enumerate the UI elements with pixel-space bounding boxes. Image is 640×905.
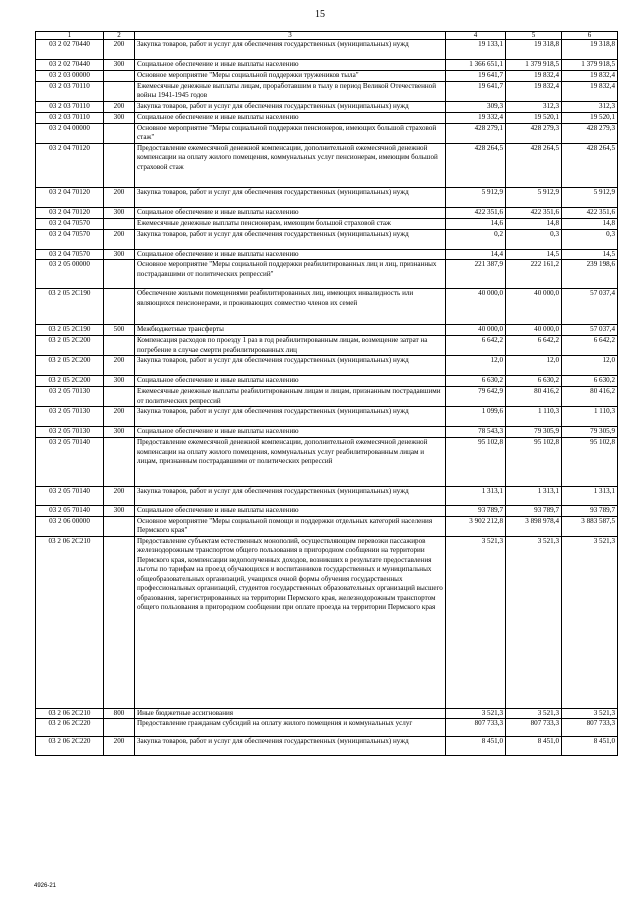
value-2021-cell: 428 279,1 bbox=[446, 123, 506, 143]
value-2023-cell: 12,0 bbox=[562, 356, 618, 376]
value-2022-cell: 3 898 978,4 bbox=[506, 516, 562, 536]
name-cell: Ежемесячные денежные выплаты лицам, проработавшим в тылу в период Великой Отечественной войны 1941-1945 годов bbox=[135, 81, 446, 101]
type-cell: 200 bbox=[104, 229, 135, 249]
value-2022-cell: 6 630,2 bbox=[506, 376, 562, 387]
code-cell: 03 2 05 70130 bbox=[36, 387, 104, 407]
code-cell: 03 2 05 00000 bbox=[36, 260, 104, 289]
value-2023-cell: 807 733,3 bbox=[562, 719, 618, 737]
table-row bbox=[36, 112, 618, 123]
table-row bbox=[36, 516, 618, 536]
value-2022-cell: 95 102,8 bbox=[506, 438, 562, 487]
type-cell: 300 bbox=[104, 376, 135, 387]
name-cell: Закупка товаров, работ и услуг для обеспечения государственных (муниципальных) нужд bbox=[135, 40, 446, 60]
value-2023-cell: 14,8 bbox=[562, 218, 618, 229]
type-cell: 200 bbox=[104, 487, 135, 506]
name-cell: Обеспечение жилыми помещениями реабилитированных лиц, имеющих инвалидность или являющихся пенсионерами, и проживающих совместно членов их семей bbox=[135, 289, 446, 325]
value-2021-cell: 93 789,7 bbox=[446, 506, 506, 517]
value-2021-cell: 428 264,5 bbox=[446, 143, 506, 187]
name-cell: Основное мероприятие "Меры социальной поддержки тружеников тыла" bbox=[135, 70, 446, 81]
code-cell: 03 2 05 2C190 bbox=[36, 325, 104, 336]
table-row bbox=[36, 325, 618, 336]
value-2022-cell: 5 912,9 bbox=[506, 187, 562, 207]
code-cell: 03 2 05 2C200 bbox=[36, 336, 104, 356]
type-cell: 200 bbox=[104, 40, 135, 60]
type-cell: 500 bbox=[104, 325, 135, 336]
value-2022-cell: 3 521,3 bbox=[506, 708, 562, 719]
value-2022-cell: 14,5 bbox=[506, 249, 562, 260]
name-cell: Социальное обеспечение и иные выплаты населению bbox=[135, 112, 446, 123]
table-row bbox=[36, 506, 618, 517]
value-2023-cell: 0,3 bbox=[562, 229, 618, 249]
table-row bbox=[36, 708, 618, 719]
value-2023-cell: 428 279,3 bbox=[562, 123, 618, 143]
value-2022-cell: 6 642,2 bbox=[506, 336, 562, 356]
code-cell: 03 2 05 70140 bbox=[36, 487, 104, 506]
value-2021-cell: 19 332,4 bbox=[446, 112, 506, 123]
value-2023-cell: 422 351,6 bbox=[562, 207, 618, 218]
name-cell: Предоставление гражданам субсидий на оплату жилого помещения и коммунальных услуг bbox=[135, 719, 446, 737]
value-2021-cell: 3 521,3 bbox=[446, 708, 506, 719]
value-2022-cell: 428 264,5 bbox=[506, 143, 562, 187]
value-2021-cell: 3 521,3 bbox=[446, 536, 506, 708]
value-2021-cell: 6 642,2 bbox=[446, 336, 506, 356]
code-cell: 03 2 05 70130 bbox=[36, 407, 104, 427]
name-cell: Предоставление субъектам естественных монополий, осуществляющим перевозки пассажиров железнодорожным транспортом общего пользования в пригородном сообщении на территории Пермского края, компенсации недополученных доходов, возникших в результате предоставления льготы по тарифам на проезд обучающихся и воспитанников государственных и муниципальных общеобразовательных организаций, учащихся очной формы обучения государственных профессиональных организаций, студентов государственных образовательных организаций высшего образования, зарегистрированных на территории Пермского края, железнодорожным транспортом общего пользования в пригородном сообщении при оплате проезда на территории Пермского края bbox=[135, 536, 446, 708]
code-cell: 03 2 05 70130 bbox=[36, 427, 104, 438]
value-2023-cell: 19 832,4 bbox=[562, 70, 618, 81]
value-2023-cell: 19 520,1 bbox=[562, 112, 618, 123]
name-cell: Межбюджетные трансферты bbox=[135, 325, 446, 336]
code-cell: 03 2 03 70110 bbox=[36, 81, 104, 101]
name-cell: Социальное обеспечение и иные выплаты населению bbox=[135, 249, 446, 260]
value-2021-cell: 422 351,6 bbox=[446, 207, 506, 218]
type-cell: 300 bbox=[104, 506, 135, 517]
value-2023-cell: 95 102,8 bbox=[562, 438, 618, 487]
value-2021-cell: 95 102,8 bbox=[446, 438, 506, 487]
value-2023-cell: 5 912,9 bbox=[562, 187, 618, 207]
code-cell: 03 2 03 70110 bbox=[36, 101, 104, 112]
value-2021-cell: 79 642,9 bbox=[446, 387, 506, 407]
code-cell: 03 2 05 2C200 bbox=[36, 356, 104, 376]
type-cell bbox=[104, 438, 135, 487]
value-2023-cell: 57 037,4 bbox=[562, 325, 618, 336]
table-row bbox=[36, 387, 618, 407]
value-2021-cell: 309,3 bbox=[446, 101, 506, 112]
name-cell: Ежемесячные денежные выплаты реабилитированным лицам и лицам, признанным пострадавшими от политических репрессий bbox=[135, 387, 446, 407]
code-cell: 03 2 04 70570 bbox=[36, 249, 104, 260]
value-2022-cell: 19 318,8 bbox=[506, 40, 562, 60]
code-cell: 03 2 04 00000 bbox=[36, 123, 104, 143]
type-cell: 300 bbox=[104, 207, 135, 218]
value-2022-cell: 1 379 918,5 bbox=[506, 60, 562, 71]
value-2021-cell: 19 641,7 bbox=[446, 81, 506, 101]
value-2023-cell: 19 832,4 bbox=[562, 81, 618, 101]
name-cell: Социальное обеспечение и иные выплаты населению bbox=[135, 506, 446, 517]
code-cell: 03 2 04 70570 bbox=[36, 229, 104, 249]
value-2023-cell: 8 451,0 bbox=[562, 737, 618, 756]
type-cell: 200 bbox=[104, 356, 135, 376]
name-cell: Закупка товаров, работ и услуг для обеспечения государственных (муниципальных) нужд bbox=[135, 356, 446, 376]
value-2023-cell: 1 110,3 bbox=[562, 407, 618, 427]
value-2023-cell: 3 883 587,5 bbox=[562, 516, 618, 536]
value-2023-cell: 6 630,2 bbox=[562, 376, 618, 387]
value-2021-cell: 1 099,6 bbox=[446, 407, 506, 427]
value-2023-cell: 79 305,9 bbox=[562, 427, 618, 438]
table-row bbox=[36, 187, 618, 207]
value-2022-cell: 19 832,4 bbox=[506, 81, 562, 101]
table-row bbox=[36, 207, 618, 218]
type-cell bbox=[104, 289, 135, 325]
value-2021-cell: 40 000,0 bbox=[446, 325, 506, 336]
value-2022-cell: 8 451,0 bbox=[506, 737, 562, 756]
value-2023-cell: 239 198,6 bbox=[562, 260, 618, 289]
value-2022-cell: 222 161,2 bbox=[506, 260, 562, 289]
value-2022-cell: 312,3 bbox=[506, 101, 562, 112]
value-2022-cell: 93 789,7 bbox=[506, 506, 562, 517]
value-2023-cell: 1 379 918,5 bbox=[562, 60, 618, 71]
name-cell: Социальное обеспечение и иные выплаты населению bbox=[135, 207, 446, 218]
type-cell bbox=[104, 218, 135, 229]
value-2023-cell: 93 789,7 bbox=[562, 506, 618, 517]
type-cell: 300 bbox=[104, 60, 135, 71]
value-2022-cell: 19 832,4 bbox=[506, 70, 562, 81]
value-2022-cell: 0,3 bbox=[506, 229, 562, 249]
code-cell: 03 2 02 70440 bbox=[36, 60, 104, 71]
type-cell bbox=[104, 143, 135, 187]
code-cell: 03 2 04 70120 bbox=[36, 207, 104, 218]
table-row bbox=[36, 40, 618, 60]
type-cell bbox=[104, 719, 135, 737]
value-2021-cell: 78 543,3 bbox=[446, 427, 506, 438]
value-2023-cell: 3 521,3 bbox=[562, 708, 618, 719]
header-cell: 6 bbox=[562, 32, 618, 40]
name-cell: Основное мероприятие "Меры социальной помощи и поддержки отдельных категорий населения Пермского края" bbox=[135, 516, 446, 536]
table-row bbox=[36, 60, 618, 71]
name-cell: Закупка товаров, работ и услуг для обеспечения государственных (муниципальных) нужд bbox=[135, 101, 446, 112]
table-row bbox=[36, 536, 618, 708]
type-cell bbox=[104, 516, 135, 536]
code-cell: 03 2 02 70440 bbox=[36, 40, 104, 60]
table-row bbox=[36, 70, 618, 81]
table-row bbox=[36, 81, 618, 101]
type-cell bbox=[104, 70, 135, 81]
header-cell: 4 bbox=[446, 32, 506, 40]
code-cell: 03 2 04 70120 bbox=[36, 143, 104, 187]
name-cell: Закупка товаров, работ и услуг для обеспечения государственных (муниципальных) нужд bbox=[135, 229, 446, 249]
code-cell: 03 2 05 2C200 bbox=[36, 376, 104, 387]
type-cell: 200 bbox=[104, 187, 135, 207]
type-cell: 800 bbox=[104, 708, 135, 719]
table-row bbox=[36, 218, 618, 229]
table-row bbox=[36, 336, 618, 356]
code-cell: 03 2 04 70570 bbox=[36, 218, 104, 229]
table-row bbox=[36, 229, 618, 249]
value-2021-cell: 5 912,9 bbox=[446, 187, 506, 207]
name-cell: Иные бюджетные ассигнования bbox=[135, 708, 446, 719]
value-2022-cell: 3 521,3 bbox=[506, 536, 562, 708]
type-cell: 200 bbox=[104, 737, 135, 756]
value-2023-cell: 1 313,1 bbox=[562, 487, 618, 506]
value-2021-cell: 6 630,2 bbox=[446, 376, 506, 387]
table-header-row bbox=[36, 32, 618, 40]
table-row bbox=[36, 143, 618, 187]
header-cell: 2 bbox=[104, 32, 135, 40]
footer-code: 4926-21 bbox=[34, 883, 57, 889]
value-2023-cell: 14,5 bbox=[562, 249, 618, 260]
type-cell: 200 bbox=[104, 101, 135, 112]
type-cell: 300 bbox=[104, 249, 135, 260]
value-2022-cell: 807 733,3 bbox=[506, 719, 562, 737]
name-cell: Закупка товаров, работ и услуг для обеспечения государственных (муниципальных) нужд bbox=[135, 187, 446, 207]
type-cell bbox=[104, 81, 135, 101]
value-2023-cell: 6 642,2 bbox=[562, 336, 618, 356]
table-row bbox=[36, 407, 618, 427]
name-cell: Закупка товаров, работ и услуг для обеспечения государственных (муниципальных) нужд bbox=[135, 487, 446, 506]
value-2021-cell: 0,2 bbox=[446, 229, 506, 249]
name-cell: Предоставление ежемесячной денежной компенсации, дополнительной ежемесячной денежной компенсации на оплату жилого помещения, коммунальных услуг пенсионерам, имеющим большой страховой стаж bbox=[135, 143, 446, 187]
value-2021-cell: 19 641,7 bbox=[446, 70, 506, 81]
value-2021-cell: 19 133,1 bbox=[446, 40, 506, 60]
name-cell: Закупка товаров, работ и услуг для обеспечения государственных (муниципальных) нужд bbox=[135, 407, 446, 427]
value-2021-cell: 40 000,0 bbox=[446, 289, 506, 325]
name-cell: Ежемесячные денежные выплаты пенсионерам, имеющим большой страховой стаж bbox=[135, 218, 446, 229]
value-2022-cell: 79 305,9 bbox=[506, 427, 562, 438]
value-2023-cell: 3 521,3 bbox=[562, 536, 618, 708]
value-2023-cell: 57 037,4 bbox=[562, 289, 618, 325]
header-cell: 5 bbox=[506, 32, 562, 40]
page-number: 15 bbox=[315, 9, 325, 20]
type-cell: 300 bbox=[104, 427, 135, 438]
type-cell bbox=[104, 387, 135, 407]
table-row bbox=[36, 249, 618, 260]
type-cell bbox=[104, 536, 135, 708]
value-2022-cell: 1 110,3 bbox=[506, 407, 562, 427]
name-cell: Социальное обеспечение и иные выплаты населению bbox=[135, 60, 446, 71]
budget-table bbox=[35, 31, 618, 756]
code-cell: 03 2 06 2C210 bbox=[36, 536, 104, 708]
header-cell: 3 bbox=[135, 32, 446, 40]
value-2022-cell: 12,0 bbox=[506, 356, 562, 376]
value-2023-cell: 312,3 bbox=[562, 101, 618, 112]
name-cell: Основное мероприятие "Меры социальной поддержки пенсионеров, имеющих большой страховой стаж" bbox=[135, 123, 446, 143]
table-row bbox=[36, 260, 618, 289]
table-row bbox=[36, 427, 618, 438]
code-cell: 03 2 06 2C210 bbox=[36, 708, 104, 719]
table-row bbox=[36, 737, 618, 756]
code-cell: 03 2 06 2C220 bbox=[36, 737, 104, 756]
code-cell: 03 2 05 70140 bbox=[36, 506, 104, 517]
type-cell bbox=[104, 123, 135, 143]
value-2021-cell: 12,0 bbox=[446, 356, 506, 376]
value-2021-cell: 1 366 651,1 bbox=[446, 60, 506, 71]
table-row bbox=[36, 101, 618, 112]
code-cell: 03 2 05 70140 bbox=[36, 438, 104, 487]
value-2022-cell: 428 279,3 bbox=[506, 123, 562, 143]
table-row bbox=[36, 123, 618, 143]
name-cell: Социальное обеспечение и иные выплаты населению bbox=[135, 376, 446, 387]
value-2021-cell: 14,6 bbox=[446, 218, 506, 229]
value-2022-cell: 14,8 bbox=[506, 218, 562, 229]
table-row bbox=[36, 356, 618, 376]
table-row bbox=[36, 289, 618, 325]
code-cell: 03 2 05 2C190 bbox=[36, 289, 104, 325]
value-2022-cell: 40 000,0 bbox=[506, 325, 562, 336]
code-cell: 03 2 03 00000 bbox=[36, 70, 104, 81]
value-2021-cell: 1 313,1 bbox=[446, 487, 506, 506]
value-2022-cell: 1 313,1 bbox=[506, 487, 562, 506]
code-cell: 03 2 03 70110 bbox=[36, 112, 104, 123]
value-2023-cell: 19 318,8 bbox=[562, 40, 618, 60]
value-2023-cell: 428 264,5 bbox=[562, 143, 618, 187]
value-2022-cell: 80 416,2 bbox=[506, 387, 562, 407]
type-cell bbox=[104, 336, 135, 356]
table-row bbox=[36, 376, 618, 387]
value-2022-cell: 40 000,0 bbox=[506, 289, 562, 325]
code-cell: 03 2 06 00000 bbox=[36, 516, 104, 536]
table-row bbox=[36, 438, 618, 487]
type-cell: 200 bbox=[104, 407, 135, 427]
table-row bbox=[36, 487, 618, 506]
table-row bbox=[36, 719, 618, 737]
value-2022-cell: 422 351,6 bbox=[506, 207, 562, 218]
value-2022-cell: 19 520,1 bbox=[506, 112, 562, 123]
value-2023-cell: 80 416,2 bbox=[562, 387, 618, 407]
name-cell: Предоставление ежемесячной денежной компенсации, дополнительной ежемесячной денежной компенсации на оплату жилого помещения, коммунальных услуг реабилитированным лицам и лицам, признанным пострадавшими от политических репрессий bbox=[135, 438, 446, 487]
type-cell bbox=[104, 260, 135, 289]
code-cell: 03 2 06 2C220 bbox=[36, 719, 104, 737]
value-2021-cell: 3 902 212,8 bbox=[446, 516, 506, 536]
name-cell: Основное мероприятие "Меры социальной поддержки реабилитированных лиц и лиц, признанных пострадавшими от политических репрессий" bbox=[135, 260, 446, 289]
header-cell: 1 bbox=[36, 32, 104, 40]
type-cell: 300 bbox=[104, 112, 135, 123]
value-2021-cell: 8 451,0 bbox=[446, 737, 506, 756]
value-2021-cell: 807 733,3 bbox=[446, 719, 506, 737]
name-cell: Социальное обеспечение и иные выплаты населению bbox=[135, 427, 446, 438]
code-cell: 03 2 04 70120 bbox=[36, 187, 104, 207]
name-cell: Компенсация расходов по проезду 1 раз в год реабилитированным лицам, возмещение затрат на погребение в случае смерти реабилитированных лиц bbox=[135, 336, 446, 356]
value-2021-cell: 14,4 bbox=[446, 249, 506, 260]
value-2021-cell: 221 387,9 bbox=[446, 260, 506, 289]
name-cell: Закупка товаров, работ и услуг для обеспечения государственных (муниципальных) нужд bbox=[135, 737, 446, 756]
